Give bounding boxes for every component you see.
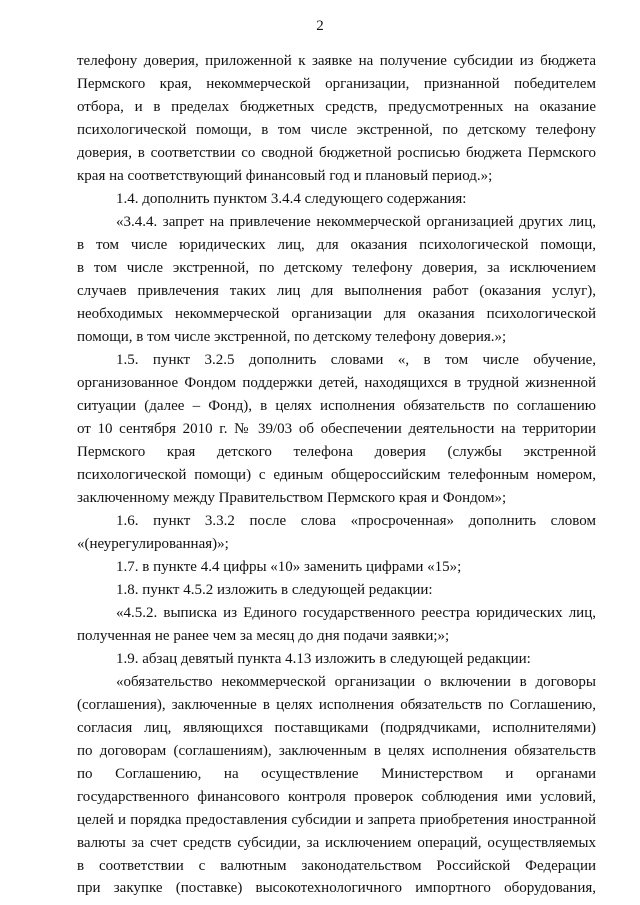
text-line: «3.4.4. запрет на привлечение некоммерческой организацией других лиц, <box>116 214 596 230</box>
text-line: в том числе юридических лиц, для оказания психологической помощи, <box>77 237 596 253</box>
page-number: 2 <box>316 18 324 34</box>
text-line: случаев привлечения таких лиц для выполнения работ (оказания услуг), <box>77 283 596 299</box>
text-line: ситуации (далее – Фонд), в целях исполнения обязательств по соглашению <box>77 398 596 414</box>
text-line: (соглашения), заключенные в целях исполнения обязательств по Соглашению, <box>77 697 596 713</box>
text-line: 1.7. в пункте 4.4 цифры «10» заменить цифрами «15»; <box>116 559 462 575</box>
text-line: «обязательство некоммерческой организации о включении в договоры <box>116 674 596 690</box>
text-line: Пермского края, некоммерческой организации, признанной победителем <box>77 76 596 92</box>
text-line: валюты за счет средств субсидии, за исключением операций, осуществляемых <box>77 835 596 851</box>
text-line: психологической помощи) с единым общероссийским телефонным номером, <box>77 467 596 483</box>
text-line: психологической помощи, в том числе экстренной, по детскому телефону <box>77 122 596 138</box>
text-line: необходимых некоммерческой организации для оказания психологической <box>77 306 596 322</box>
text-line: организованное Фондом поддержки детей, находящихся в трудной жизненной <box>77 375 596 391</box>
text-line: края на соответствующий финансовый год и плановый период.»; <box>77 168 493 184</box>
text-line: Пермского края детского телефона доверия (службы экстренной <box>77 444 596 460</box>
text-line: «(неурегулированная)»; <box>77 536 229 552</box>
text-line: доверия, в соответствии со сводной бюджетной росписью бюджета Пермского <box>77 145 596 161</box>
text-line: 1.8. пункт 4.5.2 изложить в следующей редакции: <box>116 582 433 598</box>
text-line: 1.6. пункт 3.3.2 после слова «просроченная» дополнить словом <box>116 513 596 529</box>
text-line: при закупке (поставке) высокотехнологичного импортного оборудования, <box>77 880 596 896</box>
text-line: в том числе экстренной, по детскому телефону доверия, за исключением <box>77 260 596 276</box>
text-line: по Соглашению, на осуществление Министерством и органами <box>77 766 596 782</box>
text-line: государственного финансового контроля проверок соблюдения ими условий, <box>77 789 596 805</box>
text-line: в соответствии с валютным законодательством Российской Федерации <box>77 858 596 874</box>
text-line: 1.5. пункт 3.2.5 дополнить словами «, в том числе обучение, <box>116 352 596 368</box>
text-line: целей и порядка предоставления субсидии и запрета приобретения иностранной <box>77 812 596 828</box>
text-line: помощи, в том числе экстренной, по детскому телефону доверия.»; <box>77 329 507 345</box>
text-line: отбора, и в пределах бюджетных средств, предусмотренных на оказание <box>77 99 596 115</box>
text-line: «4.5.2. выписка из Единого государственного реестра юридических лиц, <box>116 605 596 621</box>
text-line: телефону доверия, приложенной к заявке на получение субсидии из бюджета <box>77 53 596 69</box>
text-line: согласия лиц, являющихся поставщиками (подрядчиками, исполнителями) <box>77 720 596 736</box>
text-line: по договорам (соглашениям), заключенным в целях исполнения обязательств <box>77 743 596 759</box>
text-line: 1.4. дополнить пунктом 3.4.4 следующего содержания: <box>116 191 467 207</box>
text-line: от 10 сентября 2010 г. № 39/03 об обеспечении деятельности на территории <box>77 421 596 437</box>
text-line: заключенному между Правительством Пермского края и Фондом»; <box>77 490 507 506</box>
text-line: 1.9. абзац девятый пункта 4.13 изложить в следующей редакции: <box>116 651 531 667</box>
text-line: полученная не ранее чем за месяц до дня подачи заявки;»; <box>77 628 450 644</box>
